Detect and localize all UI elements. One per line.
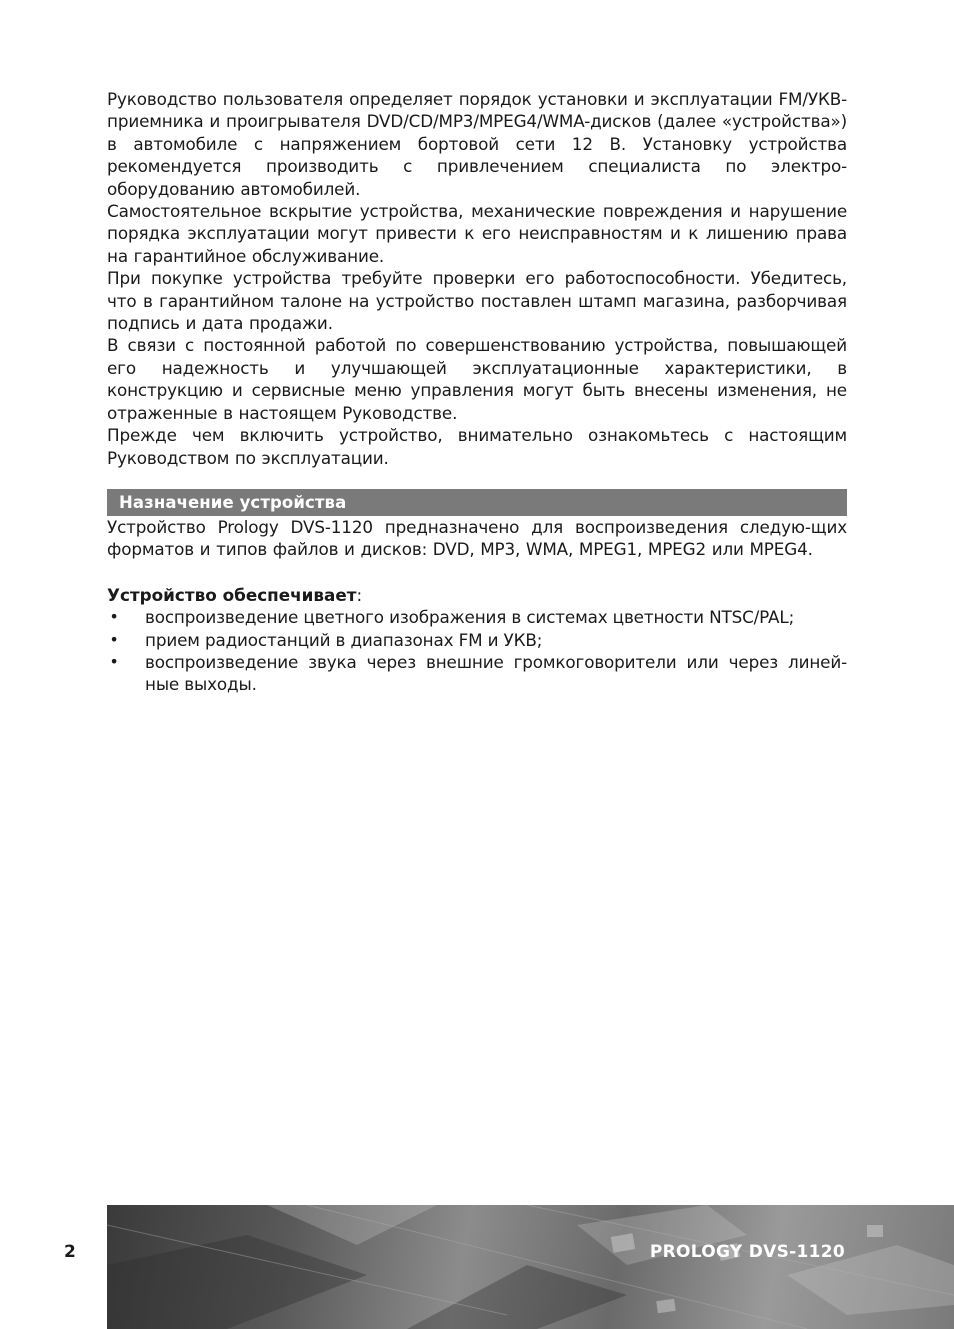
page-number: 2 [64, 1242, 76, 1262]
footer-product-title: PROLOGY DVS-1120 [649, 1242, 845, 1262]
feature-text: воспроизведение цветного изображения в системах цветности NTSC/PAL; [145, 607, 795, 628]
feature-text: прием радиостанций в диапазонах FM и УКВ; [145, 629, 543, 650]
bullet-icon: • [109, 651, 119, 671]
paragraph-intro-manual: Руководство пользователя определяет порядок установки и эксплуатации FM/УКВ-приемника и проигрывателя DVD/CD/MP3/MPEG4/WMA-дисков (далее «устройства») в автомобиле с напряжением бортовой сети 12 В. Установку устройства рекомендуется производить с привлечением специалиста по электро-оборудованию автомобилей. [107, 89, 847, 199]
feature-text: воспроизведение звука через внешние громкоговорители или через линей-ные выходы. [145, 651, 847, 695]
feature-list [107, 606, 847, 696]
bullet-icon: • [109, 607, 119, 627]
provides-heading-label: Устройство обеспечивает [107, 584, 357, 605]
paragraph-read-manual: Прежде чем включить устройство, внимательно ознакомьтесь с настоящим Руководством по эксплуатации. [107, 425, 847, 468]
section-heading-purpose: Назначение устройства [107, 489, 847, 516]
provides-heading-colon: : [356, 584, 363, 605]
bullet-icon: • [109, 629, 119, 649]
provides-heading [107, 584, 847, 606]
paragraph-design-changes: В связи с постоянной работой по совершенствованию устройства, повышающей его надежность и улучшающей эксплуатационные характеристики, в конструкцию и сервисные меню управления могут быть внесены изменения, не отраженные в настоящем Руководстве. [107, 335, 847, 423]
list-item [107, 651, 847, 696]
section-intro-paragraph: Устройство Prology DVS-1120 предназначено для воспроизведения следую-щих форматов и типов файлов и дисков: DVD, MP3, WMA, MPEG1, MPEG2 или MPEG4. [107, 516, 847, 560]
paragraph-warranty-warning: Самостоятельное вскрытие устройства, механические повреждения и нарушение порядка эксплуатации могут привести к его неисправностям и к лишению права на гарантийное обслуживание. [107, 201, 847, 266]
list-item [107, 629, 847, 651]
footer-decorative-band [107, 1205, 954, 1329]
paragraph-purchase-check: При покупке устройства требуйте проверки его работоспособности. Убедитесь, что в гарантийном талоне на устройство поставлен штамп магазина, разборчивая подпись и дата продажи. [107, 268, 847, 334]
footer-texture-graphic [107, 1205, 954, 1329]
page-content [107, 88, 847, 696]
list-item [107, 606, 847, 628]
